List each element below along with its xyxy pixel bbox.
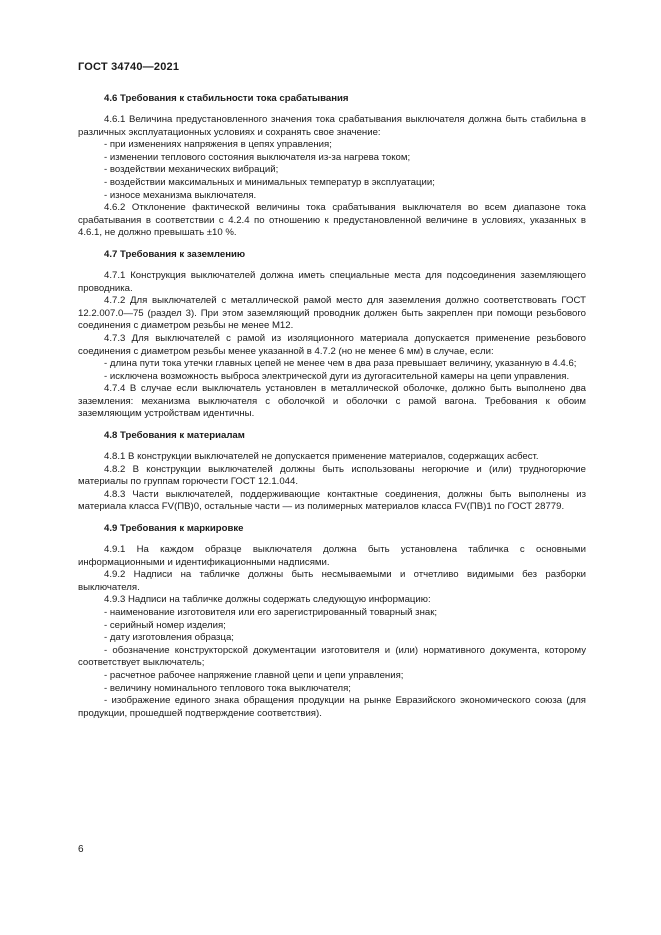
page-number: 6 [78, 844, 84, 855]
paragraph: 4.8.2 В конструкции выключателей должны быть использованы негорючие и (или) трудногорючие материалы по группам горючести ГОСТ 12.1.044. [78, 463, 586, 488]
section-4-8 [78, 429, 586, 514]
paragraph: - изменении теплового состояния выключателя из-за нагрева током; [104, 151, 411, 163]
paragraph: - обозначение конструкторской документации изготовителя и (или) нормативного документа, которому соответствует выключатель; [78, 644, 586, 669]
paragraph: - наименование изготовителя или его зарегистрированный товарный знак; [104, 607, 438, 618]
paragraph: - исключена возможность выброса электрической дуги из дугогасительной камеры на цепи управления. [104, 370, 570, 382]
section-4-7 [78, 248, 586, 421]
paragraph: - износе механизма выключателя. [104, 189, 257, 201]
paragraph: 4.9.2 Надписи на табличке должны быть несмываемыми и отчетливо видимыми без разборки выключателя. [78, 569, 586, 593]
paragraph: 4.7.3 Для выключателей с рамой из изоляционного материала допускается применение резьбового соединения с диаметром резьбы менее указанной в 4.7.2 (но не менее 6 мм) в случае, если: [78, 332, 586, 357]
section-4-9 [78, 522, 586, 720]
paragraph: - воздействии максимальных и минимальных температур в эксплуатации; [104, 176, 435, 188]
section-heading: 4.8 Требования к материалам [104, 430, 245, 442]
paragraph: - при изменениях напряжения в цепях управления; [104, 139, 332, 151]
paragraph: - длина пути тока утечки главных цепей не менее чем в два раза превышает величину, указанную в 4.4.6; [104, 358, 577, 370]
paragraph: 4.7.1 Конструкция выключателей должна иметь специальные места для подсоединения заземляющего проводника. [78, 269, 586, 294]
paragraph: 4.8.1 В конструкции выключателей не допускается применение материалов, содержащих асбест. [104, 451, 539, 463]
paragraph: 4.9.1 На каждом образце выключателя должна быть установлена табличка с основными информационными и идентификационными надписями. [78, 544, 586, 568]
section-heading: 4.7 Требования к заземлению [104, 248, 246, 260]
paragraph: 4.7.2 Для выключателей с металлической рамой место для заземления должно соответствовать ГОСТ 12.2.007.0—75 (раздел 3). При этом заземляющий проводник должен быть закреплен при помощи резьбового соединения с диаметром резьбы не менее М12. [78, 295, 586, 332]
section-heading: 4.6 Требования к стабильности тока срабатывания [104, 93, 349, 104]
document-code: ГОСТ 34740—2021 [78, 61, 180, 73]
paragraph: - серийный номер изделия; [104, 619, 226, 631]
paragraph: 4.7.4 В случае если выключатель установлен в металлической оболочке, должно быть выполнено два заземления: механизма выключателя с оболочкой и оболочки с рамой вагона. Требования к обоим заземляющим устройствам идентичны. [78, 383, 586, 420]
paragraph: 4.6.2 Отклонение фактической величины тока срабатывания выключателя во всем диапазоне тока срабатывания в соответствии с 4.2.4 по отношению к предустановленной величине в условиях, указанных в 4.6.1, не должно превышать ±10 %. [78, 202, 586, 239]
section-4-6 [78, 92, 586, 240]
paragraph: - расчетное рабочее напряжение главной цепи и цепи управления; [104, 669, 404, 681]
paragraph: 4.9.3 Надписи на табличке должны содержать следующую информацию: [104, 594, 431, 606]
paragraph: 4.6.1 Величина предустановленного значения тока срабатывания выключателя должна быть стабильна в различных эксплуатационных условиях и сохранять свое значение: [78, 114, 586, 138]
page-content [78, 92, 586, 728]
paragraph: - воздействии механических вибраций; [104, 164, 279, 176]
paragraph: - величину номинального теплового тока выключателя; [104, 682, 351, 694]
section-heading: 4.9 Требования к маркировке [104, 523, 244, 535]
paragraph: - дату изготовления образца; [104, 632, 234, 644]
paragraph: 4.8.3 Части выключателей, поддерживающие контактные соединения, должны быть выполнены из материала класса FV(ПВ)0, остальные части — из полимерных материалов класса FV(ПВ)1 по ГОСТ 28779. [78, 488, 586, 513]
paragraph: - изображение единого знака обращения продукции на рынке Евразийского экономического союза (для продукции, прошедшей подтверждение соответствия). [78, 695, 586, 719]
